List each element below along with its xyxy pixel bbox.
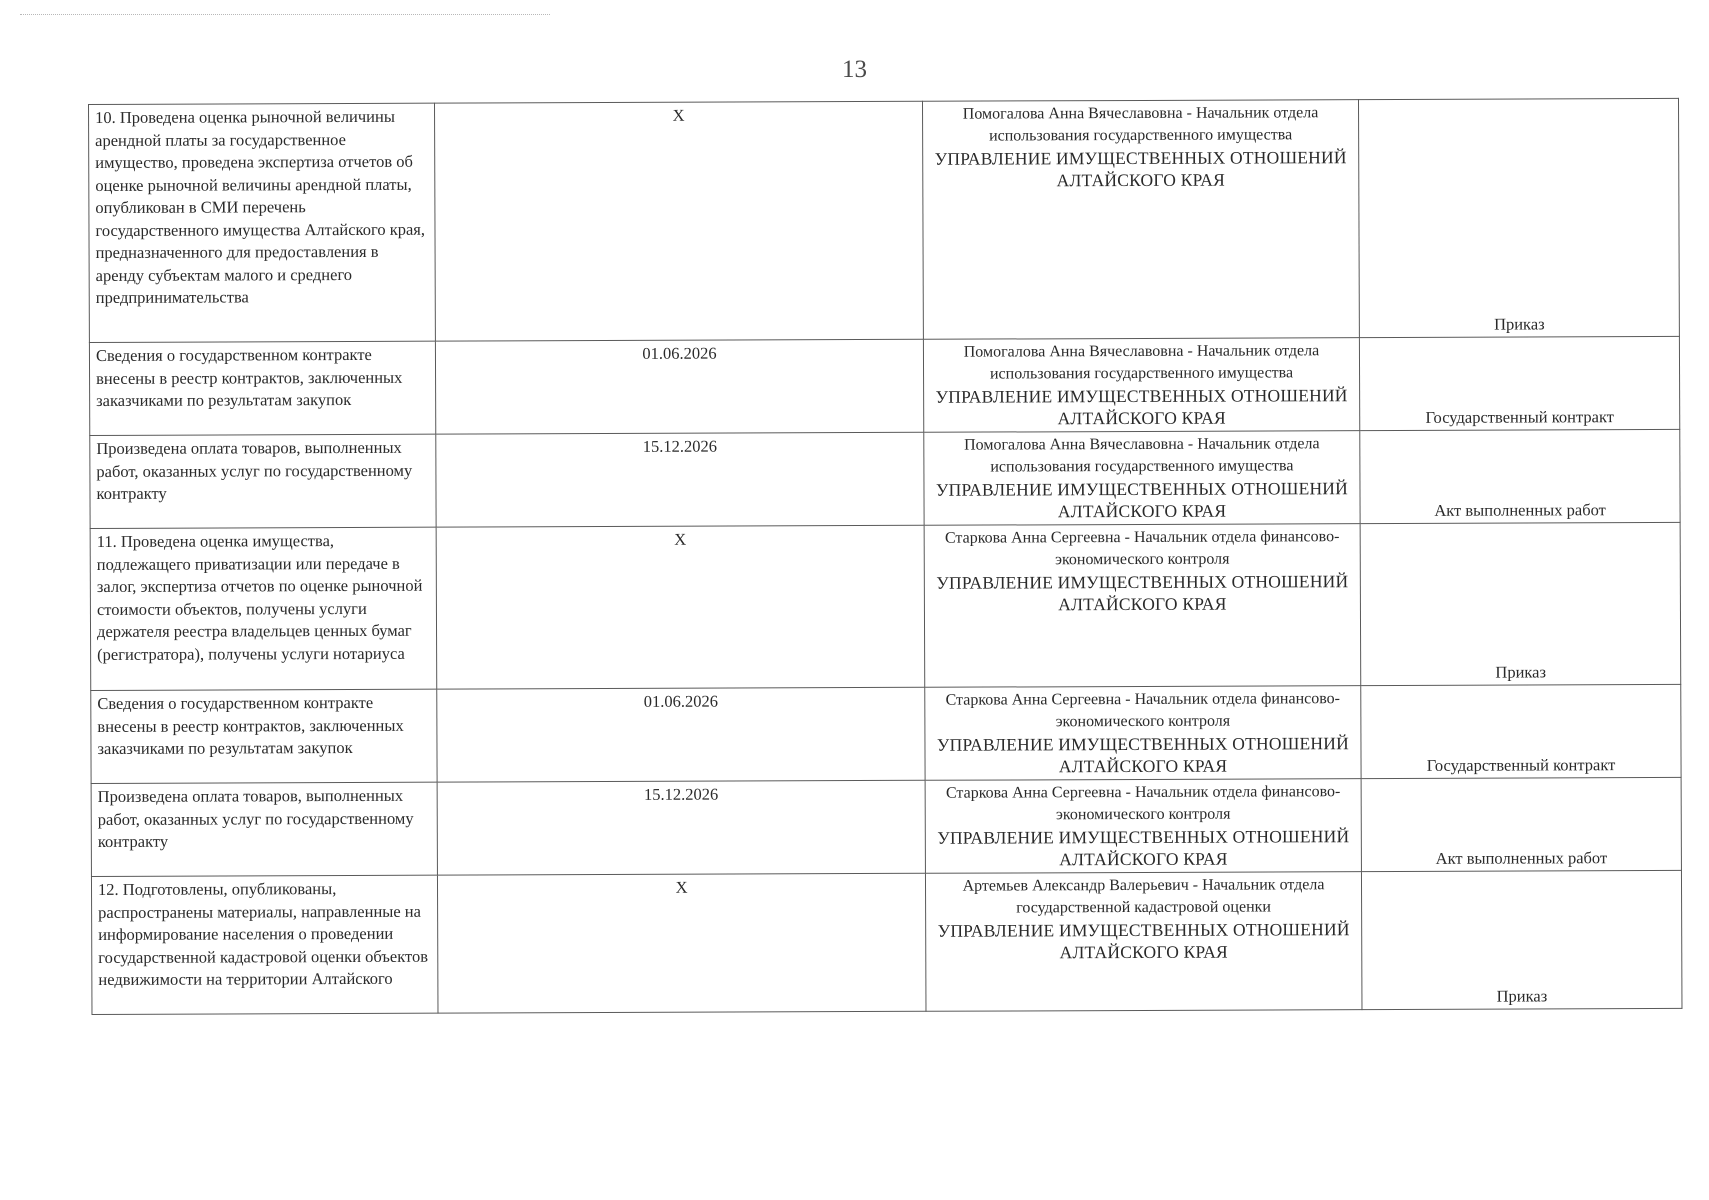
document-cell: Акт выполненных работ — [1361, 777, 1681, 871]
date-cell: X — [436, 525, 925, 689]
document-cell: Государственный контракт — [1361, 684, 1681, 778]
responsible-organization: УПРАВЛЕНИЕ ИМУЩЕСТВЕННЫХ ОТНОШЕНИЙ АЛТАЙСКОГО КРАЯ — [936, 571, 1349, 615]
responsible-person: Старкова Анна Сергеевна - Начальник отдела финансово-экономического контроля — [945, 690, 1341, 731]
responsible-cell — [925, 872, 1362, 1012]
responsible-organization: УПРАВЛЕНИЕ ИМУЩЕСТВЕННЫХ ОТНОШЕНИЙ АЛТАЙСКОГО КРАЯ — [936, 733, 1349, 777]
table-row — [91, 684, 1681, 783]
responsible-cell — [925, 779, 1361, 874]
date-cell: 15.12.2026 — [437, 780, 925, 875]
event-cell: Сведения о государственном контракте внесены в реестр контрактов, заключенных заказчиками по результатам закупок — [89, 341, 435, 435]
responsible-organization: УПРАВЛЕНИЕ ИМУЩЕСТВЕННЫХ ОТНОШЕНИЙ АЛТАЙСКОГО КРАЯ — [934, 147, 1347, 191]
plan-table — [88, 98, 1682, 1015]
responsible-person: Помогалова Анна Вячеславовна - Начальник отдела использования государственного имущества — [963, 342, 1320, 383]
responsible-organization: УПРАВЛЕНИЕ ИМУЩЕСТВЕННЫХ ОТНОШЕНИЙ АЛТАЙСКОГО КРАЯ — [937, 919, 1350, 963]
event-cell: 12. Подготовлены, опубликованы, распространены материалы, направленные на информирование населения о проведении государственной кадастровой оценки объектов недвижимости на территории Алтайского — [91, 875, 438, 1014]
event-cell: Сведения о государственном контракте внесены в реестр контрактов, заключенных заказчиками по результатам закупок — [91, 689, 437, 783]
responsible-person: Артемьев Александр Валерьевич - Начальник отдела государственной кадастровой оценки — [962, 876, 1325, 917]
responsible-cell — [924, 431, 1360, 526]
responsible-person: Старкова Анна Сергеевна - Начальник отдела финансово-экономического контроля — [945, 783, 1341, 824]
table-row — [89, 98, 1680, 342]
document-cell: Приказ — [1361, 870, 1682, 1009]
responsible-organization: УПРАВЛЕНИЕ ИМУЩЕСТВЕННЫХ ОТНОШЕНИЙ АЛТАЙСКОГО КРАЯ — [935, 385, 1348, 429]
responsible-organization: УПРАВЛЕНИЕ ИМУЩЕСТВЕННЫХ ОТНОШЕНИЙ АЛТАЙСКОГО КРАЯ — [937, 826, 1350, 870]
date-cell: 15.12.2026 — [436, 432, 924, 527]
table-row — [90, 429, 1680, 528]
date-cell: X — [434, 101, 923, 341]
event-cell: 10. Проведена оценка рыночной величины арендной платы за государственное имущество, проведена экспертиза отчетов об оценке рыночной величины арендной платы, опубликован в СМИ перечень государственного имущества Алтайского края, предназначенного для предоставления в аренду субъектам малого и среднего предпринимательства — [89, 103, 436, 342]
table-row — [91, 777, 1681, 876]
responsible-organization: УПРАВЛЕНИЕ ИМУЩЕСТВЕННЫХ ОТНОШЕНИЙ АЛТАЙСКОГО КРАЯ — [935, 478, 1348, 522]
responsible-cell — [923, 338, 1359, 433]
document-cell: Государственный контракт — [1359, 336, 1679, 430]
event-cell: Произведена оплата товаров, выполненных работ, оказанных услуг по государственному контракту — [90, 434, 436, 528]
table-row — [90, 522, 1681, 690]
document-cell: Приказ — [1358, 98, 1679, 337]
page-number: 13 — [842, 56, 867, 83]
responsible-person: Помогалова Анна Вячеславовна - Начальник отдела использования государственного имущества — [962, 104, 1319, 145]
event-cell: 11. Проведена оценка имущества, подлежащего приватизации или передаче в залог, экспертиза отчетов по оценке рыночной стоимости объектов, получены услуги держателя реестра владельцев ценных бумаг (регистратора), получены услуги нотариуса — [90, 527, 437, 690]
responsible-cell — [922, 100, 1359, 340]
responsible-cell — [925, 686, 1361, 781]
document-cell: Акт выполненных работ — [1360, 429, 1680, 523]
date-cell: 01.06.2026 — [435, 339, 923, 434]
table-row — [89, 336, 1679, 435]
scan-edge-line — [20, 14, 550, 15]
responsible-cell — [924, 524, 1361, 688]
event-cell: Произведена оплата товаров, выполненных работ, оказанных услуг по государственному контракту — [91, 782, 437, 876]
date-cell: X — [437, 873, 926, 1013]
responsible-person: Помогалова Анна Вячеславовна - Начальник отдела использования государственного имущества — [964, 435, 1320, 476]
table-row — [91, 870, 1682, 1014]
date-cell: 01.06.2026 — [437, 687, 925, 782]
responsible-person: Старкова Анна Сергеевна - Начальник отдела финансово-экономического контроля — [944, 528, 1340, 569]
document-cell: Приказ — [1360, 522, 1681, 685]
